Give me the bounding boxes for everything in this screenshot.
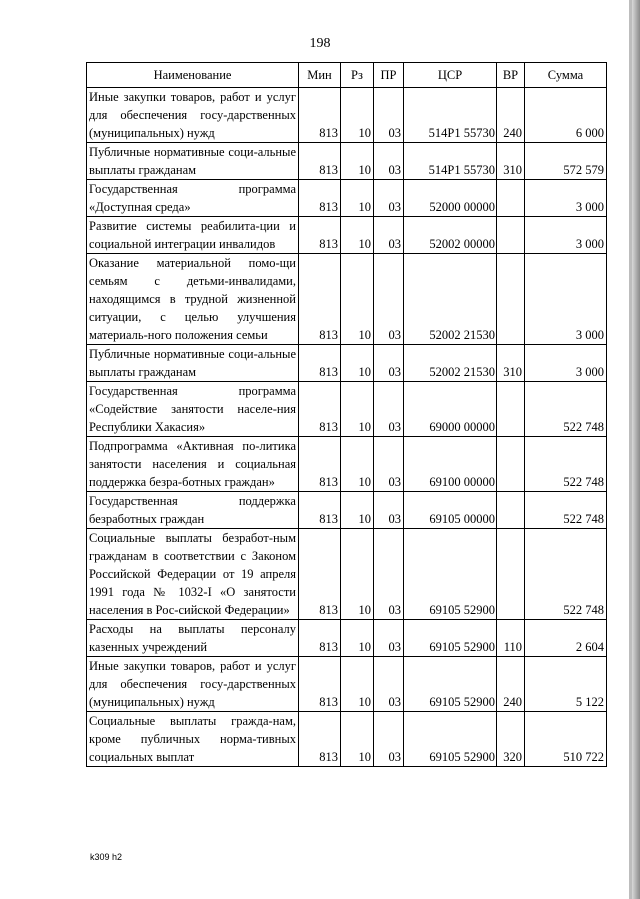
row-name: Социальные выплаты безработ-ным гражданам в соответствии с Законом Российской Федерации от 19 апреля 1991 года № 1032-I «О занятости населения в Рос-сийской Федерации» (87, 529, 299, 620)
row-min: 813 (299, 657, 341, 712)
row-pr: 03 (374, 88, 404, 143)
row-name: Государственная программа «Доступная среда» (87, 180, 299, 217)
table-row (87, 437, 607, 492)
row-csr: 52002 21530 (404, 345, 497, 382)
row-vr (497, 529, 525, 620)
row-name: Расходы на выплаты персоналу казенных учреждений (87, 620, 299, 657)
row-name: Государственная поддержка безработных граждан (87, 492, 299, 529)
row-vr (497, 437, 525, 492)
row-csr: 69100 00000 (404, 437, 497, 492)
row-name: Публичные нормативные соци-альные выплаты гражданам (87, 143, 299, 180)
row-sum: 522 748 (525, 492, 607, 529)
table-row (87, 620, 607, 657)
row-sum: 510 722 (525, 712, 607, 767)
row-csr: 69105 00000 (404, 492, 497, 529)
row-sum: 3 000 (525, 180, 607, 217)
row-pr: 03 (374, 382, 404, 437)
row-csr: 69105 52900 (404, 620, 497, 657)
header-sum: Сумма (525, 63, 607, 88)
row-name: Развитие системы реабилита-ции и социальной интеграции инвалидов (87, 217, 299, 254)
row-pr: 03 (374, 712, 404, 767)
budget-table (86, 62, 607, 767)
document-code: k309 h2 (90, 852, 123, 862)
row-pr: 03 (374, 143, 404, 180)
row-sum: 522 748 (525, 437, 607, 492)
table-row (87, 529, 607, 620)
row-vr: 110 (497, 620, 525, 657)
row-csr: 69105 52900 (404, 712, 497, 767)
row-min: 813 (299, 180, 341, 217)
table-row (87, 143, 607, 180)
row-rz: 10 (341, 345, 374, 382)
table-row (87, 180, 607, 217)
row-csr: 69105 52900 (404, 529, 497, 620)
row-sum: 2 604 (525, 620, 607, 657)
row-vr: 240 (497, 657, 525, 712)
table-header-row (87, 63, 607, 88)
row-pr: 03 (374, 345, 404, 382)
table-row (87, 657, 607, 712)
row-rz: 10 (341, 143, 374, 180)
row-vr (497, 217, 525, 254)
row-sum: 522 748 (525, 382, 607, 437)
row-vr (497, 254, 525, 345)
row-pr: 03 (374, 180, 404, 217)
row-csr: 52002 21530 (404, 254, 497, 345)
row-vr: 310 (497, 345, 525, 382)
row-pr: 03 (374, 492, 404, 529)
row-pr: 03 (374, 254, 404, 345)
row-pr: 03 (374, 437, 404, 492)
row-pr: 03 (374, 620, 404, 657)
row-csr: 514P1 55730 (404, 88, 497, 143)
table-row (87, 492, 607, 529)
row-rz: 10 (341, 620, 374, 657)
row-min: 813 (299, 620, 341, 657)
row-vr (497, 492, 525, 529)
row-min: 813 (299, 529, 341, 620)
row-rz: 10 (341, 712, 374, 767)
row-name: Подпрограмма «Активная по-литика занятости населения и социальная поддержка безра-ботных граждан» (87, 437, 299, 492)
row-sum: 572 579 (525, 143, 607, 180)
row-name: Иные закупки товаров, работ и услуг для обеспечения госу-дарственных (муниципальных) нужд (87, 657, 299, 712)
header-csr: ЦСР (404, 63, 497, 88)
row-min: 813 (299, 217, 341, 254)
table-row (87, 345, 607, 382)
row-min: 813 (299, 382, 341, 437)
row-name: Государственная программа «Содействие занятости населе-ния Республики Хакасия» (87, 382, 299, 437)
scan-shadow-edge (632, 0, 640, 899)
table-row (87, 382, 607, 437)
row-csr: 52000 00000 (404, 180, 497, 217)
row-min: 813 (299, 345, 341, 382)
row-name: Оказание материальной помо-щи семьям с детьми-инвалидами, находящимся в трудной жизненной ситуации, с целью улучшения материаль-ного положения семьи (87, 254, 299, 345)
row-name: Социальные выплаты гражда-нам, кроме публичных норма-тивных социальных выплат (87, 712, 299, 767)
row-vr: 240 (497, 88, 525, 143)
header-min: Мин (299, 63, 341, 88)
row-vr: 320 (497, 712, 525, 767)
row-rz: 10 (341, 180, 374, 217)
header-rz: Рз (341, 63, 374, 88)
row-pr: 03 (374, 217, 404, 254)
row-rz: 10 (341, 437, 374, 492)
row-sum: 3 000 (525, 254, 607, 345)
row-min: 813 (299, 143, 341, 180)
row-min: 813 (299, 254, 341, 345)
row-csr: 52002 00000 (404, 217, 497, 254)
row-name: Иные закупки товаров, работ и услуг для обеспечения госу-дарственных (муниципальных) нужд (87, 88, 299, 143)
row-csr: 69105 52900 (404, 657, 497, 712)
row-csr: 514P1 55730 (404, 143, 497, 180)
row-vr (497, 382, 525, 437)
row-vr (497, 180, 525, 217)
row-vr: 310 (497, 143, 525, 180)
row-rz: 10 (341, 217, 374, 254)
table-row (87, 217, 607, 254)
row-name: Публичные нормативные соци-альные выплаты гражданам (87, 345, 299, 382)
row-min: 813 (299, 712, 341, 767)
row-sum: 5 122 (525, 657, 607, 712)
row-rz: 10 (341, 657, 374, 712)
row-rz: 10 (341, 492, 374, 529)
table-row (87, 712, 607, 767)
row-sum: 3 000 (525, 217, 607, 254)
table-row (87, 254, 607, 345)
row-sum: 3 000 (525, 345, 607, 382)
row-min: 813 (299, 492, 341, 529)
row-pr: 03 (374, 657, 404, 712)
row-rz: 10 (341, 254, 374, 345)
row-sum: 6 000 (525, 88, 607, 143)
row-rz: 10 (341, 382, 374, 437)
row-min: 813 (299, 88, 341, 143)
row-rz: 10 (341, 88, 374, 143)
row-sum: 522 748 (525, 529, 607, 620)
header-vr: ВР (497, 63, 525, 88)
table-row (87, 88, 607, 143)
header-pr: ПР (374, 63, 404, 88)
header-name: Наименование (87, 63, 299, 88)
page-number: 198 (309, 36, 331, 51)
row-min: 813 (299, 437, 341, 492)
row-csr: 69000 00000 (404, 382, 497, 437)
row-pr: 03 (374, 529, 404, 620)
row-rz: 10 (341, 529, 374, 620)
